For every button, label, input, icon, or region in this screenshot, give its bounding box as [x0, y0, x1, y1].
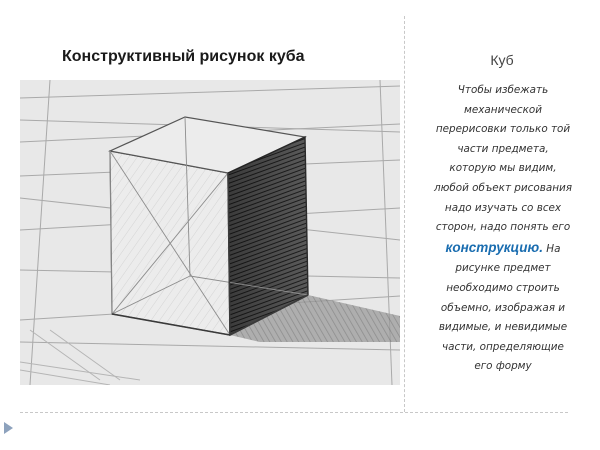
keyword-line [412, 238, 594, 260]
text-line: сторон, надо понять его [435, 221, 571, 234]
text-line: Чтобы избежать [457, 84, 549, 96]
vertical-divider [404, 16, 405, 412]
text-line: части, определяющие [442, 340, 564, 353]
text-line: его форму [474, 360, 532, 373]
keyword-tail: На [542, 242, 561, 255]
text-line: видимые, и невидимые [438, 321, 568, 334]
text-line: любой объект рисования [433, 181, 573, 194]
slide-title: Конструктивный рисунок куба [62, 48, 305, 65]
horizontal-divider [20, 412, 568, 413]
text-line: которую мы видим, [449, 162, 557, 175]
text-line: перерисовки только той [435, 123, 571, 136]
description-text [412, 81, 594, 377]
cube-sketch-image [20, 80, 400, 385]
next-slide-arrow-icon[interactable] [4, 422, 13, 434]
keyword-highlight: конструкцию. [445, 239, 543, 255]
text-line: необходимо строить [446, 281, 560, 294]
side-heading: Куб [490, 52, 514, 68]
text-line: объемно, изображая и [440, 301, 566, 314]
text-line: механической [464, 103, 542, 116]
text-line: части предмета, [457, 142, 549, 155]
text-line: рисунке предмет [455, 262, 551, 275]
text-line: надо изучать со всех [444, 201, 562, 214]
